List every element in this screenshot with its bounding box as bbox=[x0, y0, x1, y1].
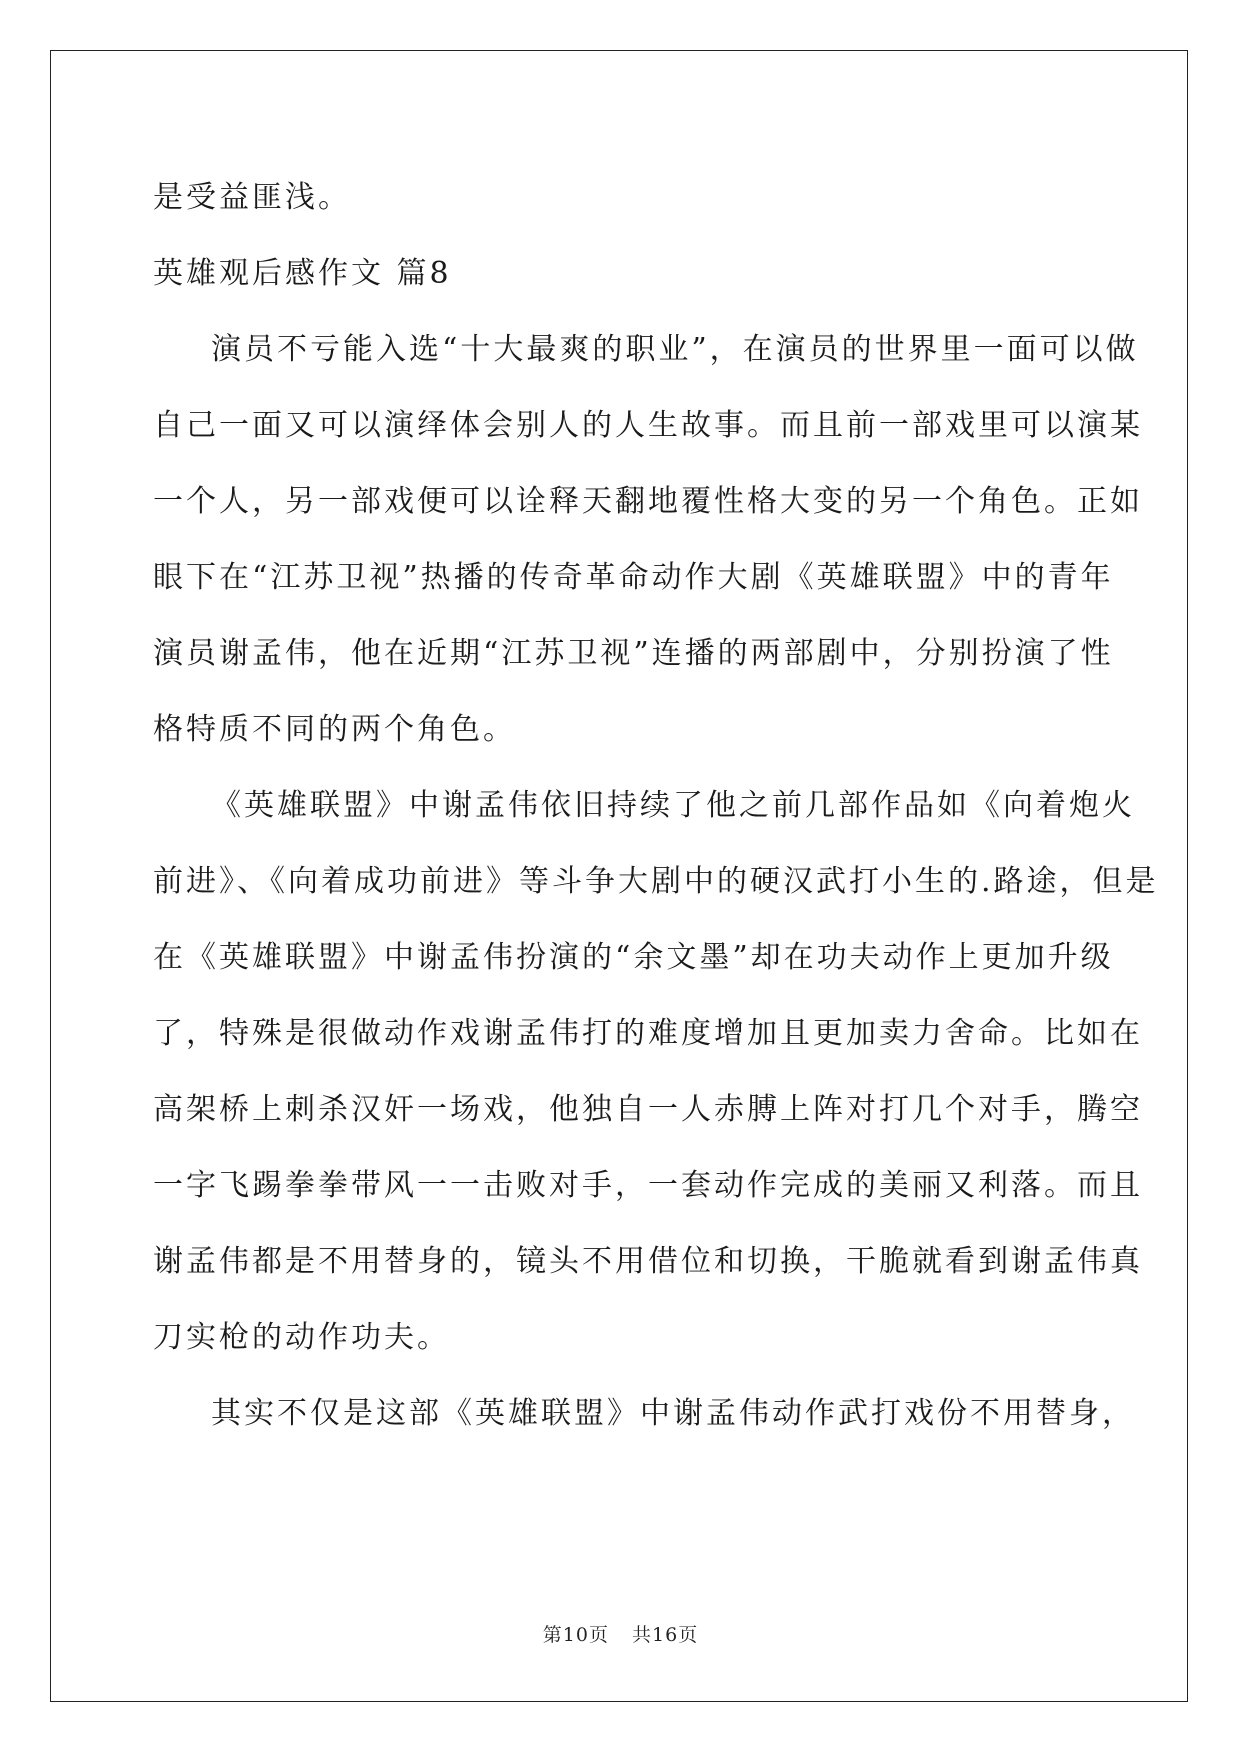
text-line: 谢孟伟都是不用替身的，镜头不用借位和切换，干脆就看到谢孟伟真 bbox=[153, 1244, 1143, 1279]
text-line: 刀实枪的动作功夫。 bbox=[153, 1320, 450, 1355]
text-line: 一个人，另一部戏便可以诠释天翻地覆性格大变的另一个角色。正如 bbox=[153, 484, 1143, 519]
text-line: 高架桥上刺杀汉奸一场戏，他独自一人赤膊上阵对打几个对手，腾空 bbox=[153, 1092, 1143, 1127]
text-line: 其实不仅是这部《英雄联盟》中谢孟伟动作武打戏份不用替身， bbox=[211, 1396, 1135, 1431]
document-body bbox=[153, 160, 1159, 1452]
text-line: 格特质不同的两个角色。 bbox=[153, 712, 516, 747]
text-line: 了，特殊是很做动作戏谢孟伟打的难度增加且更加卖力舍命。比如在 bbox=[153, 1016, 1143, 1051]
page-number: 第10页 bbox=[542, 1624, 609, 1646]
text-line: 前进》、《向着成功前进》等斗争大剧中的硬汉武打小生的.路途，但是 bbox=[153, 864, 1159, 899]
page-total: 共16页 bbox=[632, 1624, 699, 1646]
text-line: 是受益匪浅。 bbox=[153, 180, 351, 215]
text-line: 《英雄联盟》中谢孟伟依旧持续了他之前几部作品如《向着炮火 bbox=[211, 788, 1135, 823]
text-line: 一字飞踢拳拳带风一一击败对手，一套动作完成的美丽又利落。而且 bbox=[153, 1168, 1143, 1203]
text-line: 在《英雄联盟》中谢孟伟扮演的“余文墨”却在功夫动作上更加升级 bbox=[153, 940, 1114, 975]
text-line: 演员不亏能入选“十大最爽的职业”，在演员的世界里一面可以做 bbox=[211, 332, 1139, 367]
text-line: 眼下在“江苏卫视”热播的传奇革命动作大剧《英雄联盟》中的青年 bbox=[153, 560, 1114, 595]
page-footer bbox=[0, 1620, 1241, 1647]
text-line: 演员谢孟伟，他在近期“江苏卫视”连播的两部剧中，分别扮演了性 bbox=[153, 636, 1114, 671]
text-line: 自己一面又可以演绎体会别人的人生故事。而且前一部戏里可以演某 bbox=[153, 408, 1143, 443]
section-heading: 英雄观后感作文 篇8 bbox=[153, 256, 452, 291]
